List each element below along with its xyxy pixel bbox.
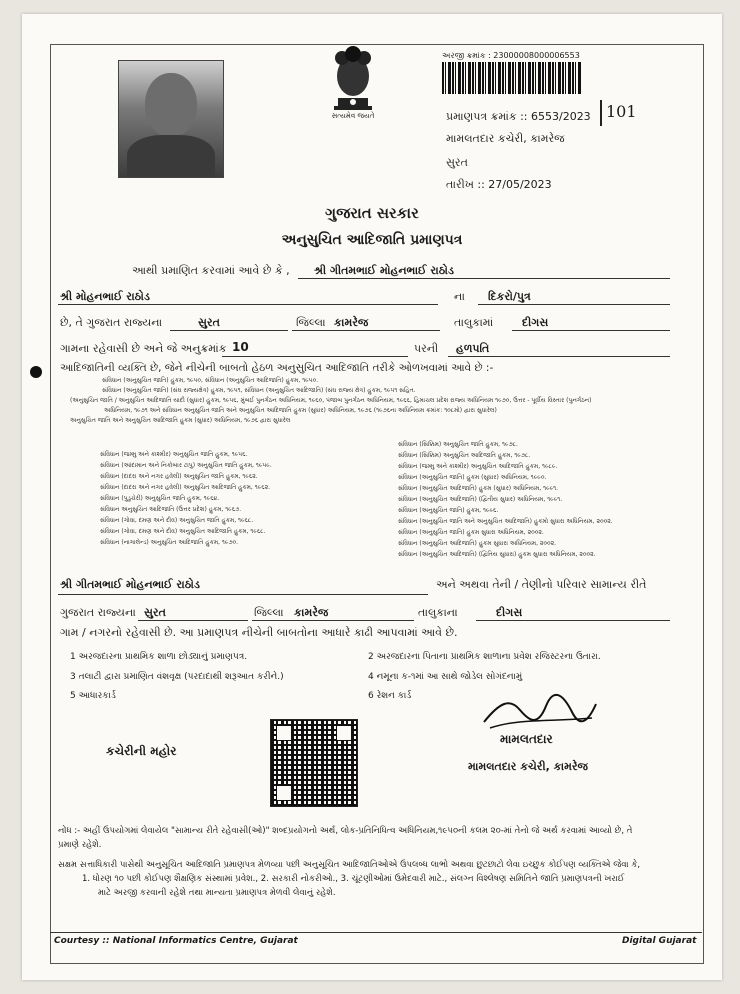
- order-right-5: સંવિધાન (અનુસુચિત આદિજાતિ) હુકમ (સુધાર) અધિનિયમ, ૧૯૯૧.: [398, 485, 559, 492]
- taluka-name: કામરેજ: [334, 316, 369, 329]
- parti-label: પરની: [414, 342, 439, 355]
- note-3: 1. ધોરણ ૧૦ પછી કોઈપણ શૈક્ષણિક સંસ્થામાં પ્રવેશ., 2. સરકારી નોકરીઓ., 3. ચૂંટણીઓમાં ઉમેદવારી માટે., સંલગ્ન વિશ્લેષણ સમિતિને જાતિ પ્રમાણપત્રની ખરાઈ: [82, 874, 625, 884]
- order-right-11: સંવિધાન (અનુસુચિત આદિજાતિ) (દ્વિતિય સુધારા) હુકમ સુધારા અધિનિયમ, ૨૦૦૨.: [398, 551, 596, 558]
- village: દીગસ: [522, 316, 549, 329]
- document-6: 6 રેશન કાર્ડ: [368, 691, 412, 701]
- order-right-6: સંવિધાન (અનુસુચિત આદિજાતિ) (દ્વિતીય સુધાર) અધિનિયમ, ૧૯૯૧.: [398, 496, 563, 503]
- order-top-4: અધિનિયમ, ૧૯૭૧ અને સંવિધાન અનુસુચિત જાતિ અને અનુસુચિત આદિજાતિ હુકમ (સુધાર) અધિનિયમ, ૧૯૭૬ (૧૯૭૬ના અધિનિયમ ક્રમાંક: ૧૦૮મો) દ્વારા સુધારેલ): [104, 407, 497, 414]
- order-right-1: સંવિધાન (સિક્કિમ) અનુસુચિત જાતિ હુકમ, ૧૯૭૮.: [398, 441, 518, 448]
- taluka-label: તાલુકામાં: [454, 316, 494, 329]
- order-right-10: સંવિધાન (અનુસુચિત આદિજાતિ) હુકમ સુધારા અધિનિયમ, ૨૦૦૨.: [398, 540, 557, 547]
- district-2: સુરત: [144, 606, 166, 619]
- relation: દિકરો/પુત્ર: [488, 290, 531, 303]
- order-right-9: સંવિધાન (અનુસુચિત જાતિ) હુકમ સુધારા અધિનિયમ, ૨૦૦૨.: [398, 529, 544, 536]
- note-4: માટે અરજી કરવાની રહેશે તથા માન્યતા પ્રમાણપત્ર મેળવી લેવાનું રહેશે.: [98, 888, 336, 898]
- order-right-2: સંવિધાન (સિક્કિમ) અનુસુચિત આદિજાતિ હુકમ, ૧૯૭૮.: [398, 452, 531, 459]
- issuing-district: સુરત: [446, 156, 468, 169]
- resident-text: ગામના રહેવાસી છે અને જે અનુક્રમાંક: [60, 342, 227, 355]
- footer-digital-gujarat: Digital Gujarat: [622, 936, 697, 946]
- family-text: અને અથવા તેની / તેણીનો પરિવાર સામાન્ય રીતે: [436, 578, 647, 591]
- taluka-label-2: તાલુકાના: [418, 606, 458, 619]
- office-seal-label: કચેરીની મહોર: [106, 744, 177, 758]
- order-right-7: સંવિધાન (અનુસુચિત જાતિ) હુકમ, ૧૯૯૬.: [398, 507, 499, 514]
- handwritten-number: 101: [606, 102, 637, 121]
- person-name-2: શ્રી ગીતમભાઈ મોહનભાઈ રાઠોડ: [60, 578, 200, 591]
- father-name: શ્રી મોહનભાઈ રાઠોડ: [60, 290, 150, 303]
- tribe-name: હળપતિ: [456, 342, 490, 355]
- order-top-3: (અનુસુચિત જાતિ / અનુસુચિત આદિજાતિ યાદી (સુધાર) હુકમ, ૧૯૫૬, મુંબઈ પુનર્ગઠન અધિનિયમ, ૧૯૬૦, પંજાબ પુનર્ગઠન અધિનિયમ, ૧૯૬૬, હિમાચલ પ્રદેશ રાજ્ય અધિનિયમ ૧૯૭૦, ઉત્તર - પૂર્વીય વિસ્તાર (પુનર્ગઠન): [70, 397, 592, 404]
- emblem-caption: સત્યમેવ જયતે: [331, 112, 375, 120]
- govt-title: ગુજરાત સરકાર: [325, 204, 419, 222]
- order-left-4: સંવિધાન (દાદરા અને નગર હવેલી) અનુસુચિત આદિજાતિ હુકમ, ૧૯૬૨.: [100, 484, 271, 491]
- order-left-5: સંવિધાન (પુડુચેરી) અનુસુચિત જાતિ હુકમ, ૧૯૬૪.: [100, 495, 220, 502]
- barcode: [442, 62, 582, 94]
- document-1: 1 અરજદારના પ્રાથમિક શાળા છોડ્યાનું પ્રમાણપત્ર.: [70, 652, 248, 662]
- order-right-8: સંવિધાન (અનુસુચિત જાતિ અને અનુસુચિત આદિજાતિ) હુકમો સુધારા અધિનિયમ, ૨૦૦૨.: [398, 518, 613, 525]
- note-1b: પ્રમાણે રહેશે.: [58, 840, 102, 850]
- document-4: 4 નમૂના ક-૧માં આ સાથે જોડેલ સોગંદનામું: [368, 672, 523, 682]
- person-name: શ્રી ગીતમભાઈ મોહનભાઈ રાઠોડ: [314, 264, 454, 277]
- note-1: નોંધ :- અહીં ઉપયોગમાં લેવાયેલ "સામાન્ય રીતે રહેવાસી(ઓ)" શબ્દપ્રયોગનો અર્થ, લોક-પ્રતિનિધિત્વ અધિનિયમ,૧૯૫૦ની કલમ ૨૦-માં તેનો જે અર્થ કરવામાં આવ્યો છે, તે: [58, 826, 633, 836]
- order-left-8: સંવિધાન (ગોવા, દમણ અને દીવ) અનુસુચિત આદિજાતિ હુકમ, ૧૯૬૮.: [100, 528, 266, 535]
- applicant-photo: [118, 60, 224, 178]
- document-2: 2 અરજદારના પિતાના પ્રાથમિક શાળાના પ્રવેશ રજિસ્ટરના ઉતારા.: [368, 652, 601, 662]
- order-top-1: સંવિધાન (અનુસુચિત જાતિ) હુકમ, ૧૯૫૦, સંવિધાન (અનુસુચિત આદિજાતિ) હુકમ, ૧૯૫૦.: [102, 377, 319, 384]
- docs-intro: ગામ / નગરનો રહેવાસી છે. આ પ્રમાણપત્ર નીચેની બાબતોના આધારે કાઢી આપવામાં આવે છે.: [60, 626, 458, 639]
- document-3: 3 તલાટી દ્વારા પ્રમાણિત વંશવૃક્ષ (પરદાદાથી શરૂઆત કરીને.): [70, 672, 284, 682]
- na-label: ના: [454, 290, 465, 303]
- mamlatdar-label: મામલતદાર: [500, 732, 553, 746]
- certificate-page: [22, 14, 722, 980]
- order-left-7: સંવિધાન (ગોવા, દમણ અને દીવ) અનુસુચિત જાતિ હુકમ, ૧૯૬૮.: [100, 517, 254, 524]
- note-2: સક્ષમ સત્તાધિકારી પાસેથી અનુસૂચિત આદિજાતિ પ્રમાણપત્ર મેળવ્યા પછી અનુસૂચિત આદિજાતિઓએ ઉપલબ્ધ લાભો અથવા છુટછાટો લેવા ઇચ્છુક કોઈપણ વ્યક્તિએ જેવા કે,: [58, 860, 641, 870]
- handwritten-stroke: [600, 100, 602, 126]
- order-left-9: સંવિધાન (નાગાલેન્ડ) અનુસુચિત આદિજાતિ હુકમ, ૧૯૭૦.: [100, 539, 239, 546]
- jilla-label-2: જિલ્લા: [254, 606, 284, 619]
- order-top-2: સંવિધાન (અનુસુચિત જાતિ) (સંઘ રાજ્યક્ષેત્ર) હુકમ, ૧૯૫૧, સંવિધાન (અનુસુચિત આદિજાતિ) (સંઘ રાજ્ય ક્ષેત્ર) હુકમ, ૧૯૫૧ સહિત.: [102, 387, 416, 394]
- order-left-1: સંવિધાન (જમ્મુ અને કાશ્મીર) અનુસુચિત જાતિ હુકમ, ૧૯૫૬.: [100, 451, 248, 458]
- state-district: સુરત: [198, 316, 220, 329]
- mamlatdar-office: મામલતદાર કચેરી, કામરેજ: [468, 760, 588, 773]
- application-number: અરજી ક્રમાંક : 23000008000006553: [442, 51, 580, 60]
- certificate-number: પ્રમાણપત્ર ક્રમાંક :: 6553/2023: [446, 110, 591, 123]
- issue-date: તારીખ :: 27/05/2023: [446, 178, 552, 191]
- order-top-5: અનુસુચિત જાતિ અને અનુસુચિત આદિજાતિ હુકમ (સુધાર) અધિનિયમ, ૧૯૭૬ દ્વારા સુધારેલ: [70, 417, 291, 424]
- signature-icon: [480, 692, 600, 734]
- jilla-label: જિલ્લા: [296, 316, 326, 329]
- order-left-6: સંવિધાન અનુસુચિત આદિજાતિ (ઉત્તર પ્રદેશ) હુકમ, ૧૯૬૭.: [100, 506, 242, 513]
- qr-code: [270, 719, 358, 807]
- state-prefix-2: ગુજરાત રાજ્યના: [60, 606, 136, 619]
- tribe-statement: આદિજાતિની વ્યક્તિ છે, જેને નીચેની બાબતો હેઠળ અનુસુચિત આદિજાતિ તરીકે ઓળખવામાં આવે છે :-: [60, 362, 494, 374]
- punch-hole: [30, 366, 42, 378]
- order-left-2: સંવિધાન (આંદામાન અને નિકોબાર ટાપુ) અનુસુચિત જાતિ હુકમ, ૧૯૫૯.: [100, 462, 272, 469]
- serial-number: 10: [232, 340, 249, 354]
- state-prefix: છે, તે ગુજરાત રાજ્યના: [60, 316, 163, 329]
- order-right-3: સંવિધાન (જમ્મુ અને કાશ્મીર) અનુસુચિત આદિજાતિ હુકમ, ૧૯૮૯.: [398, 463, 558, 470]
- issuing-office: મામલતદાર કચેરી, કામરેજ: [446, 132, 565, 145]
- certificate-title: અનુસુચિત આદિજાતિ પ્રમાણપત્ર: [281, 232, 463, 248]
- order-right-4: સંવિધાન (અનુસુચિત જાતિ) હુકમ (સુધાર) અધિનિયમ, ૧૯૯૦.: [398, 474, 547, 481]
- certify-text: આથી પ્રમાણિત કરવામાં આવે છે કે ,: [132, 264, 290, 277]
- document-5: 5 આધારકાર્ડ: [70, 691, 116, 701]
- national-emblem-icon: [324, 42, 382, 116]
- village-2: દીગસ: [496, 606, 523, 619]
- taluka-2: કામરેજ: [294, 606, 329, 619]
- order-left-3: સંવિધાન (દાદરા અને નગર હવેલી) અનુસુચિત જાતિ હુકમ, ૧૯૬૨.: [100, 473, 258, 480]
- footer-courtesy: Courtesy :: National Informatics Centre, Gujarat: [54, 936, 298, 946]
